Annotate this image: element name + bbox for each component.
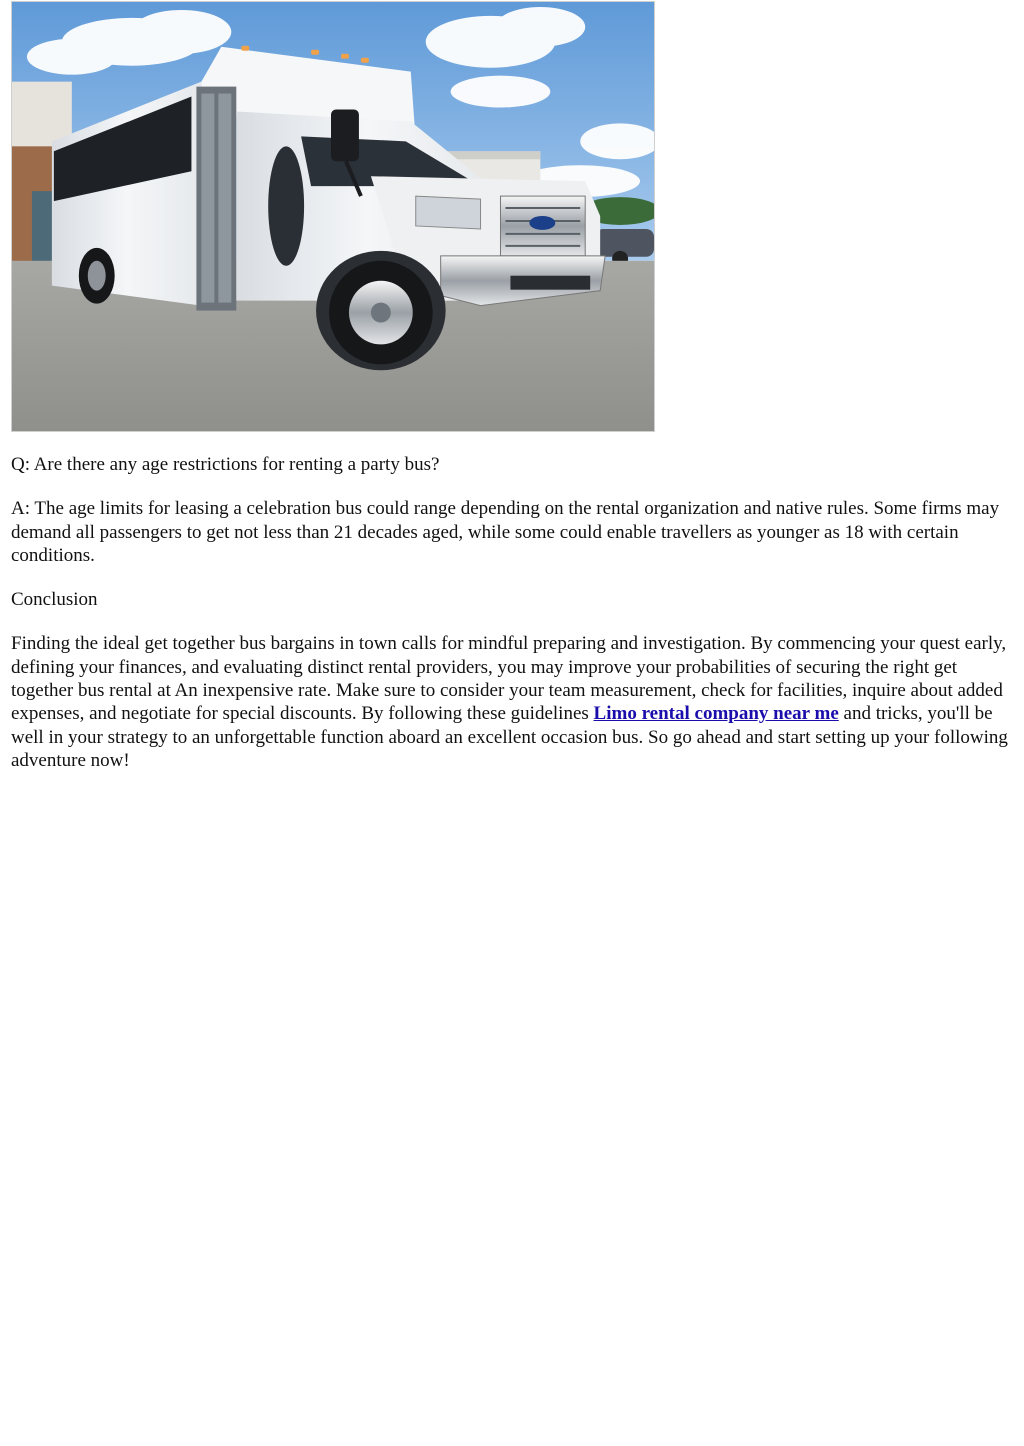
- limo-rental-link[interactable]: Limo rental company near me: [593, 703, 839, 725]
- faq-answer: A: The age limits for leasing a celebration bus could range depending on the rental organization and native rules. Some firms may demand all passengers to get not less than 21 decades aged, while some could enable travellers as younger as 18 with certain conditions.: [11, 498, 1000, 566]
- article-content: [11, 453, 1009, 793]
- party-bus-photo: [11, 1, 655, 432]
- faq-question: Q: Are there any age restrictions for renting a party bus?: [11, 454, 440, 475]
- conclusion-text-end: and tricks, you'll be well in your strategy to an unforgettable function aboard an excellent occasion bus. So go ahead and start setting up your following adventure now!: [11, 703, 1008, 771]
- conclusion-paragraph: [11, 632, 1009, 772]
- conclusion-text-start: Finding the ideal get together bus bargains in town calls for mindful preparing and investigation. By commencing your quest early, defining your finances, and evaluating distinct rental providers, you may improve your probabilities of securing the right get together bus rental at An inexpensive rate. Make sure to consider your team measurement, check for facilities, inquire about added expenses, and negotiate for special discounts. By following these guidelines: [11, 633, 1007, 725]
- conclusion-heading: Conclusion: [11, 589, 98, 611]
